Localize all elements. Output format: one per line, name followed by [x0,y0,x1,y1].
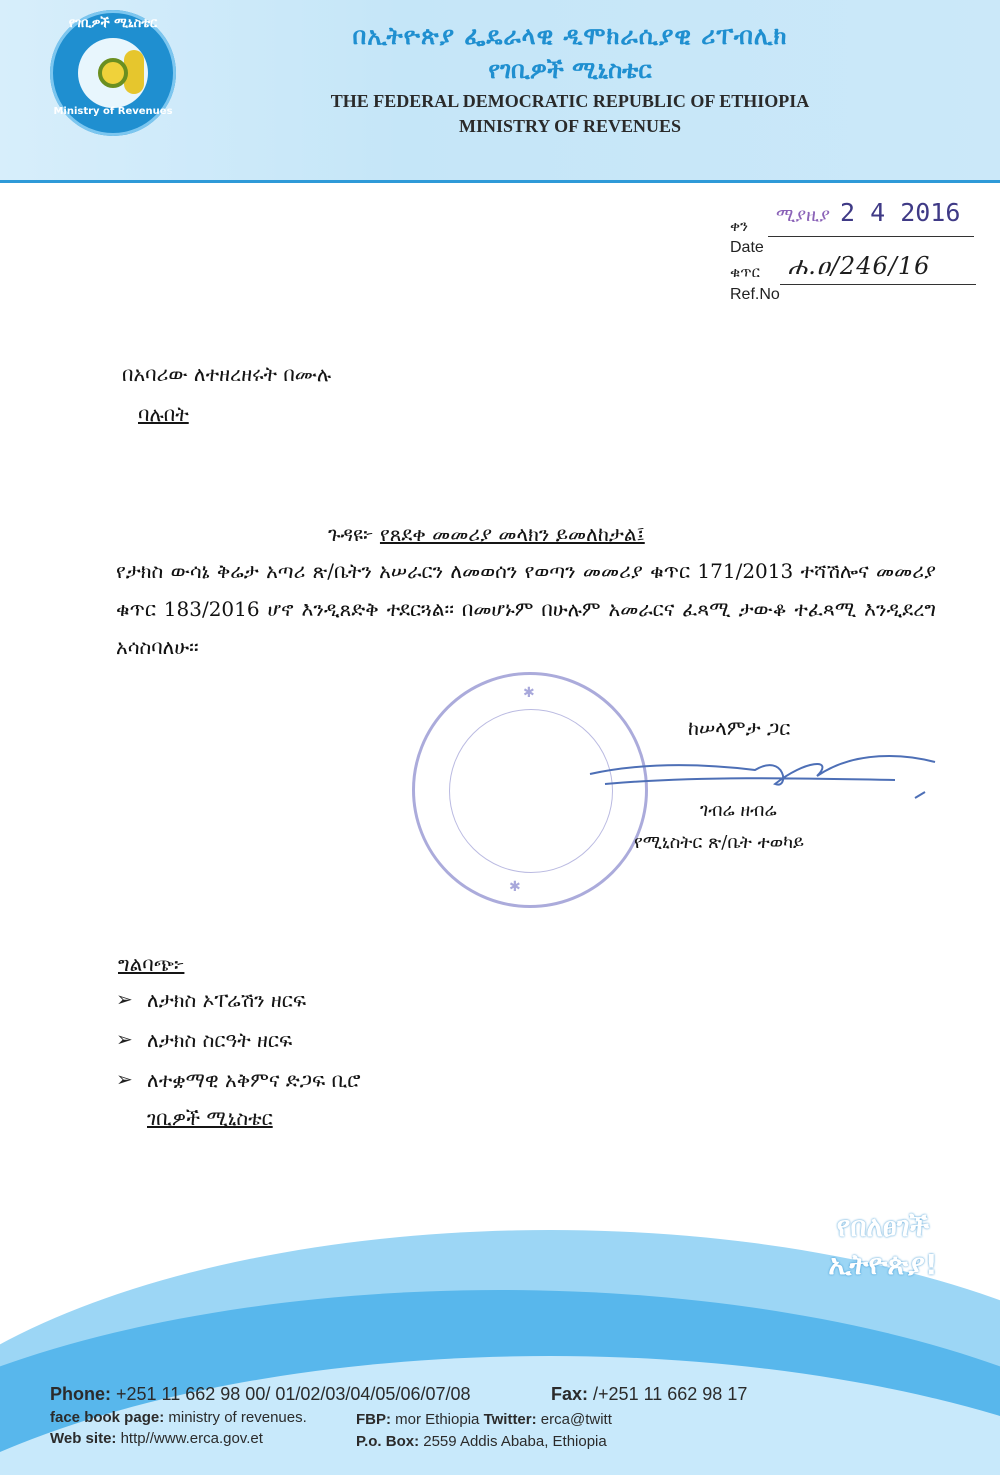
recipient-line: በአባሪው ለተዘረዘሩት በሙሉ [122,362,332,386]
footer-social [356,1411,612,1428]
pobox-value: 2559 Addis Ababa, Ethiopia [423,1433,607,1450]
footer-phone [50,1384,471,1405]
website-label: Web site: [50,1430,117,1447]
closing-greeting: ከሠላምታ ጋር [688,716,791,740]
cc-organization: ገቢዎች ሚኒስቴር [147,1106,273,1130]
subject-text: የጸደቀ መመሪያ መላክን ይመለከታል፤ [379,522,645,546]
ministry-logo [50,10,176,136]
date-underline [768,236,974,237]
cc-item: ለተቋማዊ አቅምና ድጋፍ ቢሮ [147,1068,361,1092]
logo-text-bottom: Ministry of Revenues [53,106,173,117]
phone-label: Phone: [50,1384,111,1404]
subject-line [328,522,645,546]
cc-item: ለታክስ ስርዓት ዘርፍ [147,1028,293,1052]
ref-label-amharic: ቁጥር [730,264,760,281]
seal-star-icon: ✱ [523,685,535,701]
footer-facebook [50,1409,307,1426]
signatory-title: የሚኒስትር ጽ/ቤት ተወካይ [634,832,805,853]
arrow-bullet-icon: ➢ [116,987,133,1011]
facebook-value: ministry of revenues. [168,1409,307,1426]
header-amharic-republic: በኢትዮጵያ ፌዴራላዊ ዲሞክራሲያዊ ሪፐብሊክ [352,22,788,50]
twitter-value: erca@twitt [540,1411,612,1428]
date-label-english: Date [730,239,764,256]
subject-label: ጉዳዩ፦ [328,522,374,546]
fax-value: /+251 11 662 98 17 [593,1384,748,1404]
arrow-bullet-icon: ➢ [116,1067,133,1091]
signatory-name: ገብሬ ዘብሬ [700,800,777,821]
seal-star-icon: ✱ [509,879,521,895]
arrow-bullet-icon: ➢ [116,1027,133,1051]
recipient-location: ባሉበት [138,402,189,426]
reference-number: ሐ.ዐ/246/16 [788,252,931,280]
header-amharic-ministry: የገቢዎች ሚኒስቴር [488,56,652,84]
slogan [798,1208,968,1284]
pobox-label: P.o. Box: [356,1433,420,1450]
cc-label: ግልባጭ፦ [118,952,185,976]
date-stamp-month: ሚያዚያ [776,205,830,226]
letter-body: የታክስ ውሳኔ ቅሬታ አጣሪ ጽ/ቤትን አሠራርን ለመወሰን የወጣን መመሪያ ቁጥር 171/2013 ተሻሽሎና መመሪያ ቁጥር 183/2016 ሆኖ እንዲጸድቅ ተደርጓል፡፡ በመሆኑም በሁሉም አመራርና ፈጻሚ ታውቆ ተፈጻሚ እንዲደረግ አሳስባለሁ፡፡ [116,559,936,659]
ref-underline [780,284,976,285]
ref-label-english: Ref.No [730,286,780,303]
header-english-ministry: MINISTRY OF REVENUES [458,116,682,136]
fax-label: Fax: [551,1384,589,1404]
website-value: http//www.erca.gov.et [120,1430,263,1447]
slogan-line: ኢትዮጵያ! [828,1248,938,1281]
slogan-line: የበለፀገች [836,1210,930,1243]
logo-text-top: የገቢዎች ሚኒስቴር [68,16,158,31]
phone-value: +251 11 662 98 00/ 01/02/03/04/05/06/07/08 [116,1384,471,1404]
footer-pobox [356,1433,607,1450]
twitter-label: Twitter: [483,1411,537,1428]
footer-website [50,1430,263,1447]
date-label-amharic: ቀን [730,218,748,235]
footer-fax [551,1384,747,1405]
date-value [776,198,960,227]
header-english-republic: THE FEDERAL DEMOCRATIC REPUBLIC OF ETHIOPIA [330,91,810,111]
letterhead [0,0,1000,183]
cc-item: ለታክስ ኦፐሬሽን ዘርፍ [147,988,307,1012]
fbp-label: FBP: [356,1411,391,1428]
fbp-value: mor Ethiopia [395,1411,480,1428]
facebook-label: face book page: [50,1409,165,1426]
date-stamp-digits: 2 4 2016 [840,198,961,227]
logo-emblem-coin [98,58,128,88]
